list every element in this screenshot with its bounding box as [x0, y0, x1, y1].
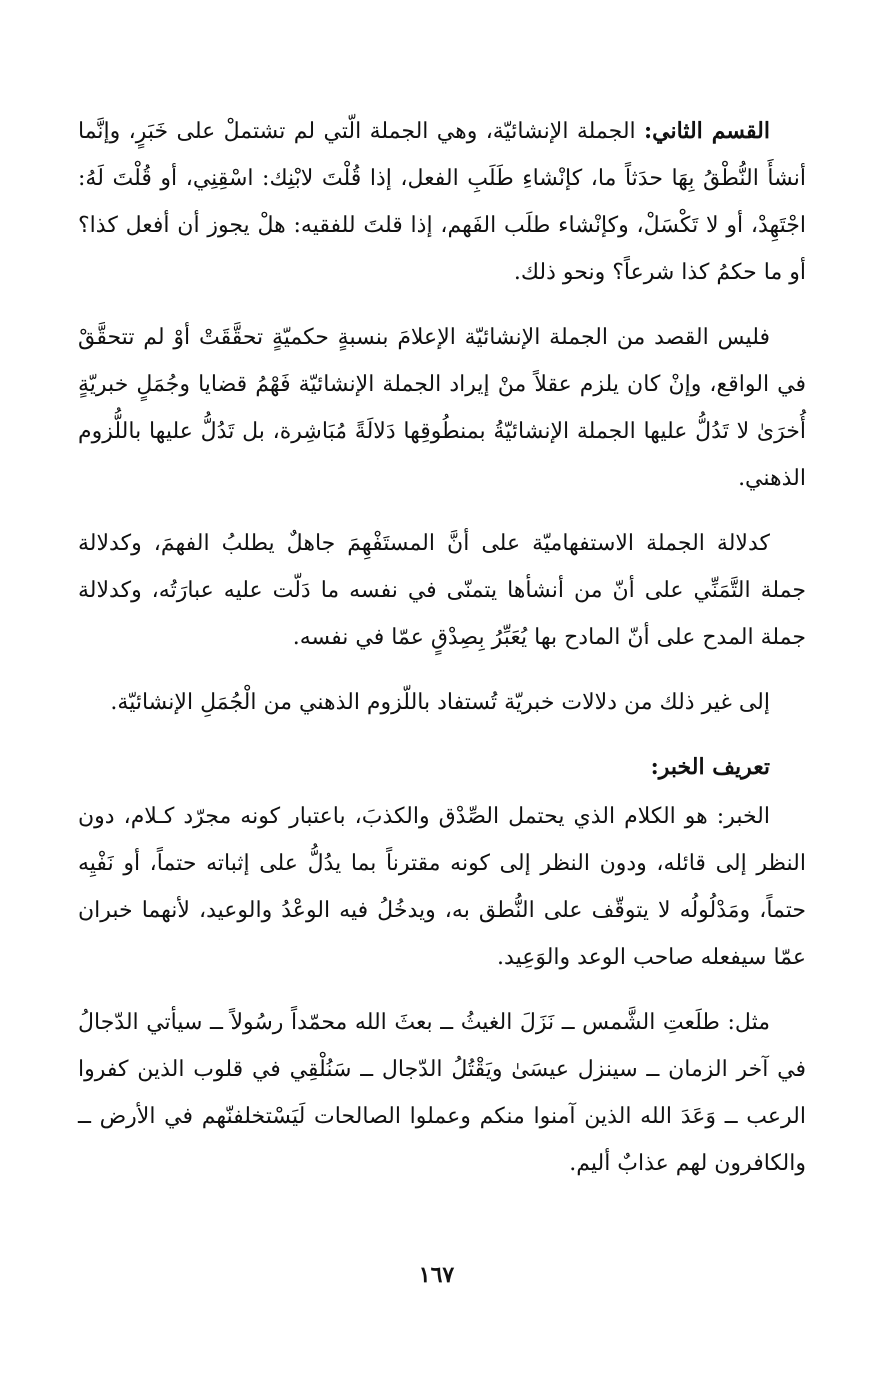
paragraph-definition: الخبر: هو الكلام الذي يحتمل الصِّدْق والكذبَ، باعتبار كونه مجرّد كـلام، دون النظر إلى قائله، ودون النظر إلى كونه مقترناً بما يدُلُّ على إثباته حتماً، أو نَفْيِه حتماً، ومَدْلُولُه لا يتوقّف على النُّطق به، ويدخُلُ فيه الوعْدُ والوعيد، لأنهما خبران عمّا سيفعله صاحب الوعد والوَعِيد. — [78, 804, 806, 970]
paragraph-other-implications: إلى غير ذلك من دلالات خبريّة تُستفاد باللّزوم الذهني من الْجُمَلِ الإنشائيّة. — [110, 690, 770, 715]
paragraph-purpose: فليس القصد من الجملة الإنشائيّة الإعلامَ بنسبةٍ حكميّةٍ تحقَّقَتْ أوْ لم تتحقَّقْ في الواقع، وإنْ كان يلزم عقلاً منْ إيراد الجملة الإنشائيّة فَهْمُ قضايا وجُمَلٍ خبريّةٍ أُخرَىٰ لا تَدُلُّ عليها الجملة الإنشائيّةُ بمنطُوقِها دَلالَةً مُبَاشِرة، بل تَدُلُّ عليها باللُّزوم الذهني. — [78, 325, 806, 491]
paragraph-examples: مثل: طلَعتِ الشَّمس ــ نَزَلَ الغيثُ ــ بعثَ الله محمّداً رسُولاً ــ سيأتي الدّجالُ في آخر الزمان ــ سينزل عيسَىٰ ويَقْتُلُ الدّجال ــ سَنُلْقِي في قلوب الذين كفروا الرعب ــ وَعَدَ الله الذين آمنوا منكم وعملوا الصالحات لَيَسْتخلفنّهم في الأرض ــ والكافرون لهم عذابٌ أليم. — [78, 1010, 806, 1176]
paragraph-section-two — [78, 108, 806, 296]
section-two-lead: القسم الثاني: — [644, 118, 770, 144]
section-two-text: الجملة الإنشائيّة، وهي الجملة الّتي لم تشتملْ على خَبَرٍ، وإنَّما أنشأَ النُّطْقُ بِهَا حدَثاً ما، كإنْشاءِ طَلَبِ الفعل، إذا قُلْتَ لابْنِك: اسْقِنِي، أو قُلْتَ لَهُ: اجْتَهِدْ، أو لا تَكْسَلْ، وكإنْشاء طلَب الفَهم، إذا قلتَ للفقيه: هلْ يجوز أن أفعل كذا؟ أو ما حكمُ كذا شرعاً؟ ونحو ذلك. — [78, 119, 806, 285]
paragraph-examples-implication: كدلالة الجملة الاستفهاميّة على أنَّ المستَفْهِمَ جاهلٌ يطلبُ الفهمَ، وكدلالة جملة التَّمَنِّي على أنّ من أنشأها يتمنّى في نفسه ما دَلّت عليه عبارَتُه، وكدلالة جملة المدح على أنّ المادح بها يُعَبِّرُ بِصِدْقٍ عمّا في نفسه. — [78, 531, 806, 650]
heading-definition-of-khabar: تعريف الخبر: — [650, 754, 770, 780]
page-body — [78, 108, 806, 1205]
page-number: ١٦٧ — [418, 1262, 455, 1288]
